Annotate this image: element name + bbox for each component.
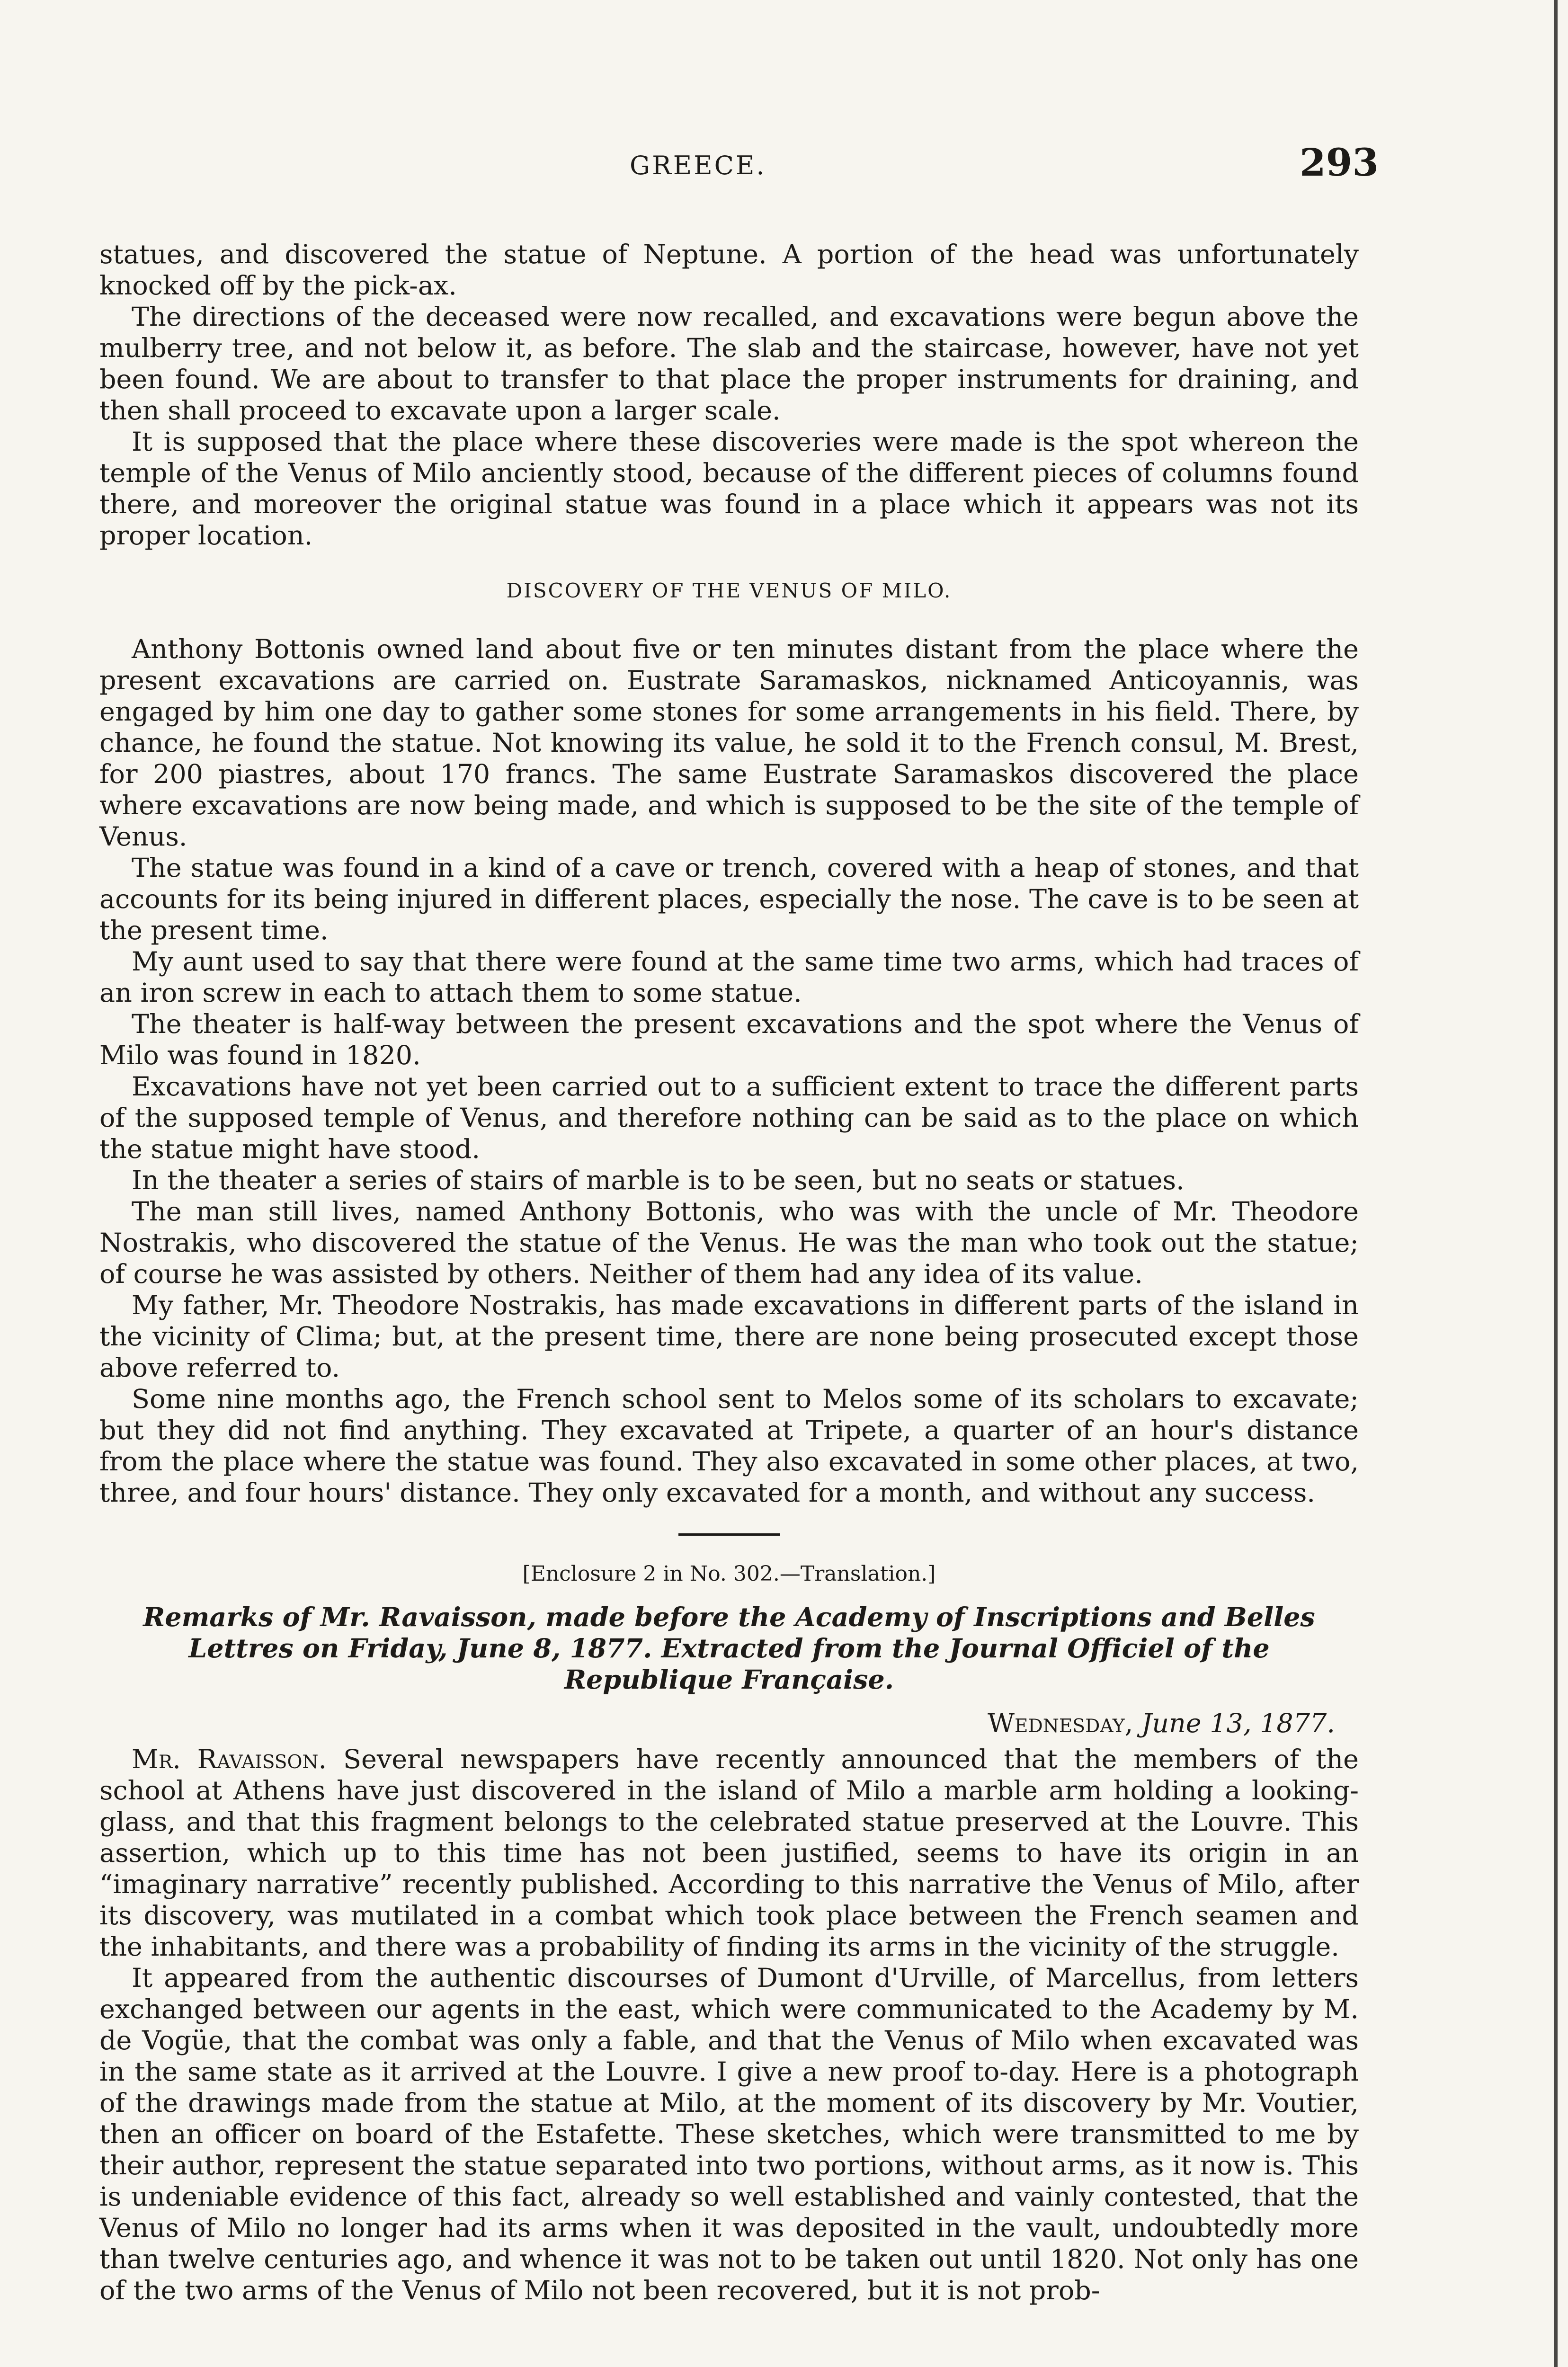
speaker-name: Mr. Ravaisson. — [132, 1744, 327, 1775]
paragraph: Anthony Bottonis owned land about five or ten minutes distant from the place where the present excavations are carried on. Eustrate Saramaskos, nicknamed Anticoyannis, was engaged by him one day to gather some stones for some arrangements in his field. There, by chance, he found the statue. Not knowing its value, he sold it to the French consul, M. Brest, for 200 piastres, about 170 francs. The same Eustrate Saramaskos discovered the place where excavations are now being made, and which is supposed to be the site of the temple of Venus. — [99, 634, 1359, 852]
enclosure-label: [Enclosure 2 in No. 302.—Translation.] — [522, 1562, 936, 1586]
paragraph: Excavations have not yet been carried out to a sufficient extent to trace the different parts of the supposed temple of Venus, and therefore nothing can be said as to the place on which the statue might have stood. — [99, 1071, 1359, 1165]
paragraph: It appeared from the authentic discourses of Dumont d'Urville, of Marcellus, from letters exchanged between our agents in the east, which were communicated to the Academy by M. de Vogüe, that the combat was only a fable, and that the Venus of Milo when excavated was in the same state as it arrived at the Louvre. I give a new proof to-day. Here is a photograph of the drawings made from the statue at Milo, at the moment of its discovery by Mr. Voutier, then an officer on board of the Estafette. These sketches, which were transmitted to me by their author, represent the statue separated into two portions, without arms, as it now is. This is undeniable evidence of this fact, already so well established and vainly contested, that the Venus of Milo no longer had its arms when it was deposited in the vault, undoubtedly more than twelve centuries ago, and whence it was not to be taken out until 1820. Not only has one of the two arms of the Venus of Milo not been recovered, but it is not prob- — [99, 1963, 1359, 2306]
paragraph: In the theater a series of stairs of marble is to be seen, but no seats or statues. — [132, 1165, 1185, 1196]
dateline-day: Wednesday, — [987, 1708, 1133, 1739]
body-text — [99, 239, 1359, 2306]
paragraph: The theater is half-way between the present excavations and the spot where the Venus of Milo was found in 1820. — [99, 1009, 1359, 1071]
page-edge-rule — [1554, 0, 1558, 2367]
paragraph: My father, Mr. Theodore Nostrakis, has made excavations in different parts of the island in the vicinity of Clima; but, at the present time, there are none being prosecuted except those above referred to. — [99, 1290, 1359, 1383]
paragraph: It is supposed that the place where these discoveries were made is the spot whereon the temple of the Venus of Milo anciently stood, because of the different pieces of columns found there, and moreover the original statue was found in a place which it appears was not its proper location. — [99, 427, 1359, 551]
paragraph-continuation: statues, and discovered the statue of Neptune. A portion of the head was unfortunately knocked off by the pick-ax. — [99, 239, 1359, 301]
paragraph: Some nine months ago, the French school sent to Melos some of its scholars to excavate; but they did not find anything. They excavated at Tripete, a quarter of an hour's distance from the place where the statue was found. They also excavated in some other places, at two, three, and four hours' distance. They only excavated for a month, and without any success. — [99, 1384, 1359, 1508]
paragraph-text: Several newspapers have recently announced that the members of the school at Athens have just discovered in the island of Milo a marble arm holding a looking-glass, and that this fragment belongs to the celebrated statue preserved at the Louvre. This assertion, which up to this time has not been justified, seems to have its origin in an “imaginary narrative” recently published. According to this narrative the Venus of Milo, after its discovery, was mutilated in a combat which took place between the French seamen and the inhabitants, and there was a probability of finding its arms in the vicinity of the struggle. — [99, 1744, 1359, 1962]
dateline — [99, 1708, 1335, 1739]
running-head: GREECE. — [630, 151, 766, 180]
paragraph: The man still lives, named Anthony Bottonis, who was with the uncle of Mr. Theodore Nostrakis, who discovered the statue of the Venus. He was the man who took out the statue; of course he was assisted by others. Neither of them had any idea of its value. — [99, 1196, 1359, 1290]
paragraph — [99, 1744, 1359, 1963]
dateline-date: June 13, 1877. — [1141, 1708, 1335, 1739]
paragraph: My aunt used to say that there were found at the same time two arms, which had traces of an iron screw in each to attach them to some statue. — [99, 946, 1359, 1008]
enclosure-title: Remarks of Mr. Ravaisson, made before the Academy of Inscriptions and Belles Lettres on Friday, June 8, 1877. Extracted from the Journal Officiel of the Republique Française. — [143, 1602, 1315, 1695]
paragraph: The directions of the deceased were now recalled, and excavations were begun above the mulberry tree, and not below it, as before. The slab and the staircase, however, have not yet been found. We are about to transfer to that place the proper instruments for draining, and then shall proceed to excavate upon a larger scale. — [99, 302, 1359, 426]
paragraph: The statue was found in a kind of a cave or trench, covered with a heap of stones, and that accounts for its being injured in different places, especially the nose. The cave is to be seen at the present time. — [99, 853, 1359, 946]
page-number: 293 — [1300, 140, 1379, 185]
section-heading: DISCOVERY OF THE VENUS OF MILO. — [506, 579, 952, 602]
section-divider — [678, 1533, 780, 1536]
